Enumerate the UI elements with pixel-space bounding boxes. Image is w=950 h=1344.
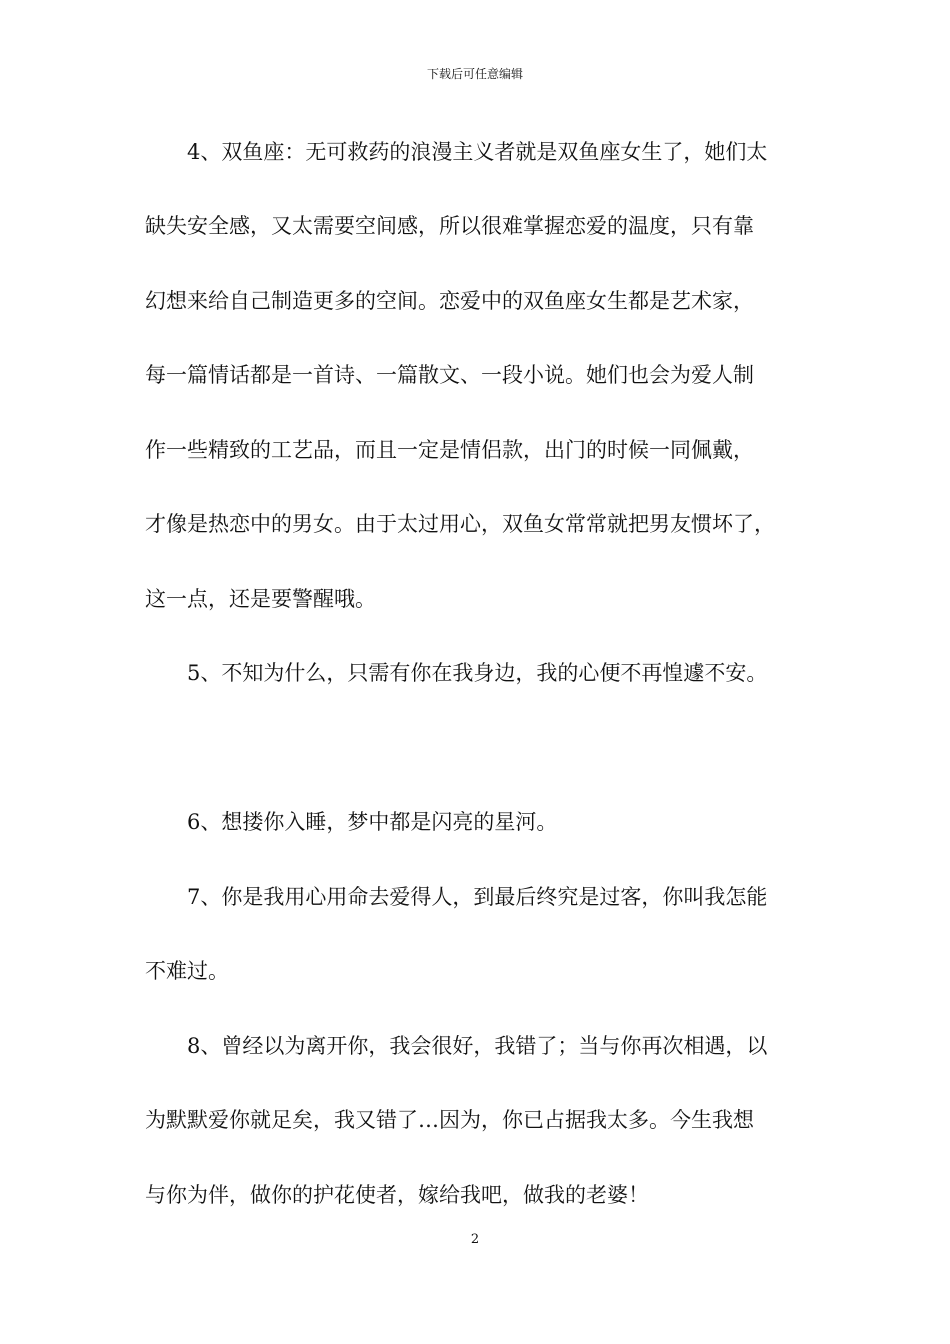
paragraph-line: 缺失安全感，又太需要空间感，所以很难掌握恋爱的温度，只有靠: [145, 214, 754, 238]
page-number: 2: [470, 1232, 480, 1247]
paragraph-line: 这一点，还是要警醒哦。: [145, 587, 376, 611]
paragraph-line: 每一篇情话都是一首诗、一篇散文、一段小说。她们也会为爱人制: [145, 363, 754, 387]
paragraph-line: 才像是热恋中的男女。由于太过用心，双鱼女常常就把男友惯坏了，: [145, 512, 775, 536]
paragraph-line: 7、你是我用心用命去爱得人，到最后终究是过客，你叫我怎能: [187, 885, 768, 909]
paragraph-line: 6、想搂你入睡，梦中都是闪亮的星河。: [187, 810, 558, 834]
paragraph-line: 为默默爱你就足矣，我又错了…因为，你已占据我太多。今生我想: [145, 1108, 754, 1132]
paragraph-line: 5、不知为什么，只需有你在我身边，我的心便不再惶遽不安。: [187, 661, 768, 685]
paragraph-line: 与你为伴，做你的护花使者，嫁给我吧，做我的老婆！: [145, 1183, 649, 1207]
paragraph-line: 8、曾经以为离开你，我会很好，我错了；当与你再次相遇，以: [187, 1034, 768, 1058]
paragraph-line: 作一些精致的工艺品，而且一定是情侣款，出门的时候一同佩戴，: [145, 438, 754, 462]
paragraph-line: 幻想来给自己制造更多的空间。恋爱中的双鱼座女生都是艺术家，: [145, 289, 754, 313]
page-header-note: 下载后可任意编辑: [426, 67, 523, 81]
paragraph-line: 不难过。: [145, 959, 229, 983]
paragraph-line: 4、双鱼座：无可救药的浪漫主义者就是双鱼座女生了，她们太: [187, 140, 768, 164]
